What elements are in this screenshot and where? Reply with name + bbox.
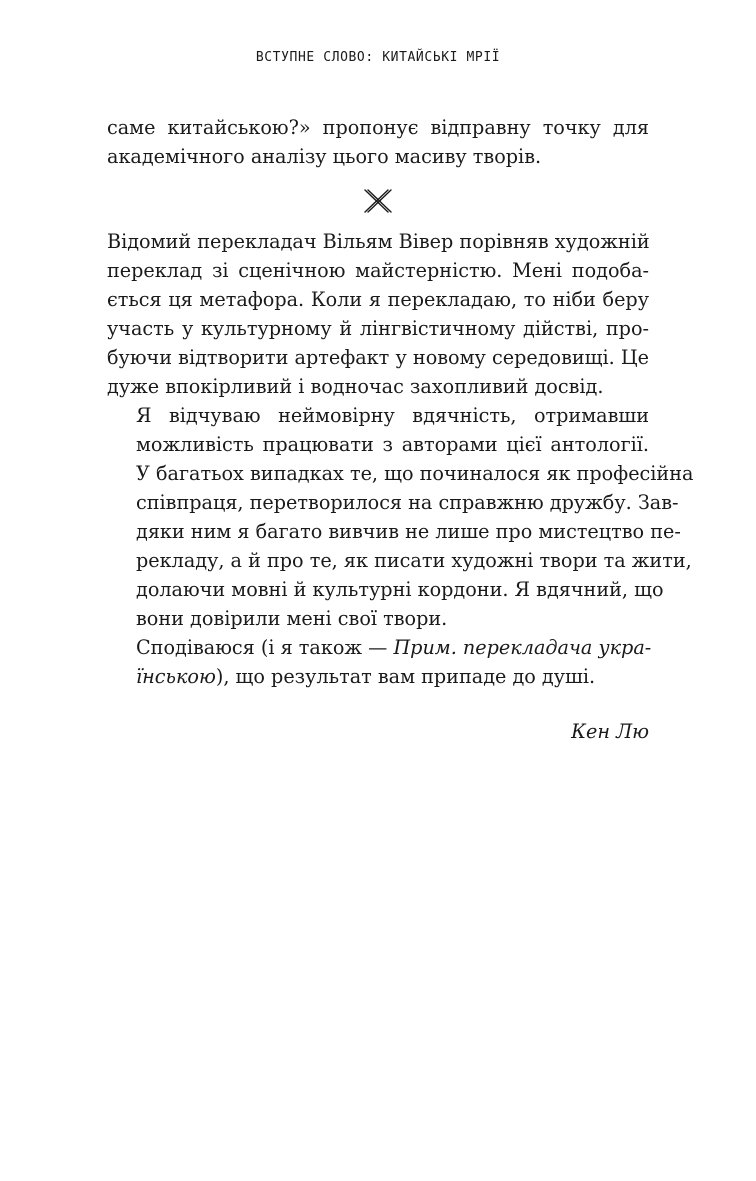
text-line: У багатьох випадках те, що починалося як професійна bbox=[136, 462, 694, 485]
paragraph-translation-metaphor bbox=[107, 227, 649, 401]
translator-note-italic: їнською bbox=[136, 665, 216, 688]
text-line: співпраця, перетворилося на справжню дружбу. Зав- bbox=[136, 491, 679, 514]
translator-note-italic: Прим. перекладача укра- bbox=[393, 636, 652, 659]
text-line: переклад зі сценічною майстерністю. Мені подоба- bbox=[107, 259, 649, 282]
text-line bbox=[107, 633, 652, 662]
crossed-lines-ornament-icon bbox=[363, 188, 393, 214]
author-signature: Кен Лю bbox=[571, 720, 649, 743]
text-line: ється ця метафора. Коли я перекладаю, то ніби беру bbox=[107, 288, 649, 311]
text-run: Сподіваюся (і я також — bbox=[136, 636, 394, 659]
body-text bbox=[107, 113, 694, 746]
text-line: долаючи мовні й культурні кордони. Я вдячний, що bbox=[136, 578, 664, 601]
text-line: Відомий перекладач Вільям Вівер порівняв художній bbox=[107, 230, 650, 253]
text-line: саме китайською?» пропонує відправну точку для bbox=[107, 116, 649, 139]
text-line: академічного аналізу цього масиву творів. bbox=[107, 145, 542, 168]
text-line: дуже впокірливий і водночас захопливий досвід. bbox=[107, 375, 604, 398]
paragraph-continued bbox=[107, 113, 649, 171]
section-separator bbox=[107, 175, 649, 227]
text-run: ), що результат вам припаде до душі. bbox=[215, 665, 596, 688]
text-line bbox=[107, 662, 649, 691]
text-line: Я відчуваю неймовірну вдячність, отримавши bbox=[136, 404, 649, 427]
paragraph-gratitude bbox=[107, 401, 694, 633]
text-line: участь у культурному й лінгвістичному дійстві, про- bbox=[107, 317, 649, 340]
paragraph-closing bbox=[107, 633, 652, 691]
text-line: вони довірили мені свої твори. bbox=[136, 607, 448, 630]
running-head: ВСТУПНЕ СЛОВО: КИТАЙСЬКІ МРІЇ bbox=[255, 50, 501, 65]
text-line: дяки ним я багато вивчив не лише про мистецтво пе- bbox=[136, 520, 681, 543]
text-line: рекладу, а й про те, як писати художні твори та жити, bbox=[136, 549, 692, 572]
text-line: буючи відтворити артефакт у новому середовищі. Це bbox=[107, 346, 649, 369]
text-line: можливість працювати з авторами цієї антології. bbox=[136, 433, 649, 456]
